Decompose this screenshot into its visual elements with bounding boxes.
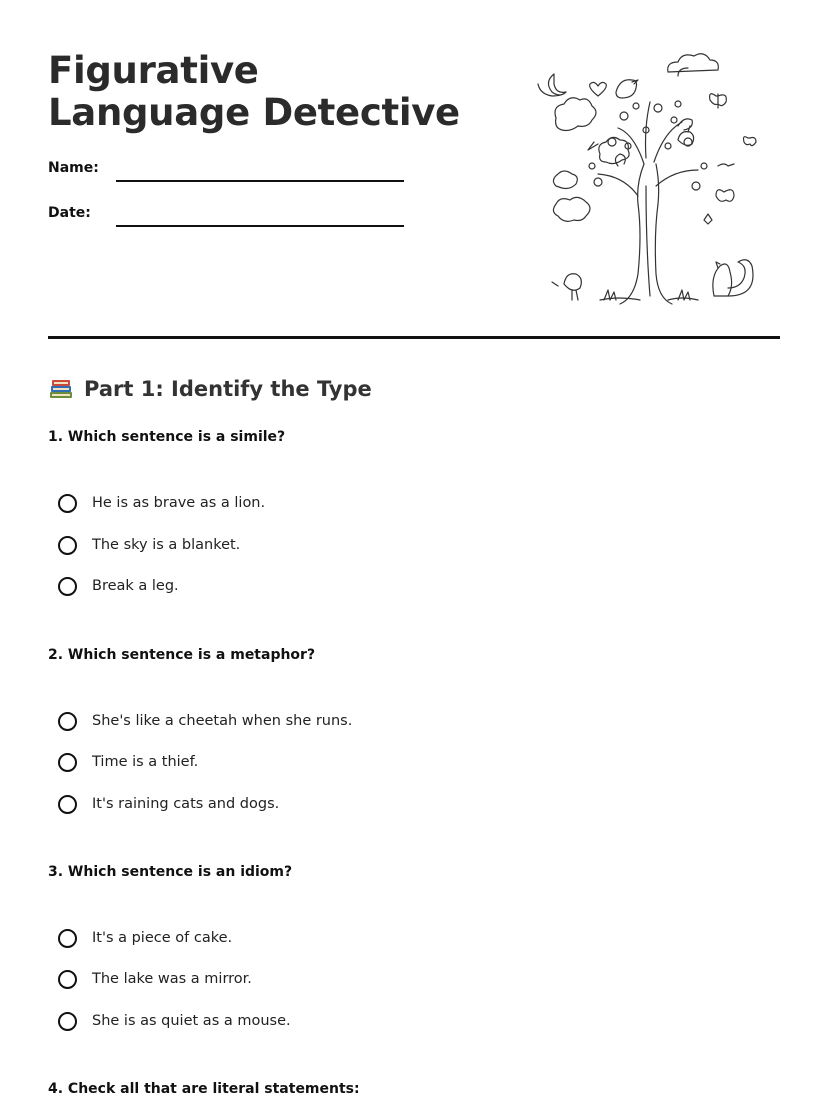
- date-label: Date:: [48, 205, 91, 221]
- question-2: 2. Which sentence is a metaphor?: [48, 647, 316, 663]
- name-field[interactable]: [116, 180, 404, 182]
- q3-option-1[interactable]: [58, 926, 232, 950]
- name-label: Name:: [48, 160, 99, 176]
- worksheet-title: Figurative Language Detective: [48, 49, 460, 134]
- radio-button[interactable]: [58, 929, 77, 948]
- q2-option-1[interactable]: [58, 709, 352, 733]
- option-label: Time is a thief.: [92, 754, 199, 770]
- q3-option-3[interactable]: [58, 1009, 291, 1033]
- option-label: Break a leg.: [92, 578, 179, 594]
- option-label: She's like a cheetah when she runs.: [92, 713, 353, 729]
- radio-button[interactable]: [58, 1012, 77, 1031]
- question-3: 3. Which sentence is an idiom?: [48, 864, 293, 880]
- q1-option-1[interactable]: [58, 491, 265, 515]
- option-label: She is as quiet as a mouse.: [92, 1013, 291, 1029]
- option-label: He is as brave as a lion.: [92, 495, 266, 511]
- option-label: It's a piece of cake.: [92, 930, 233, 946]
- q1-option-2[interactable]: [58, 533, 240, 557]
- part1-heading: [48, 372, 372, 406]
- radio-button[interactable]: [58, 753, 77, 772]
- tree-illustration: [528, 46, 774, 308]
- radio-button[interactable]: [58, 494, 77, 513]
- radio-button[interactable]: [58, 970, 77, 989]
- part1-title: Part 1: Identify the Type: [84, 377, 372, 401]
- section-divider: [48, 336, 780, 339]
- radio-button[interactable]: [58, 795, 77, 814]
- q1-option-3[interactable]: [58, 574, 179, 598]
- option-label: The sky is a blanket.: [92, 537, 241, 553]
- books-icon: [48, 376, 74, 402]
- radio-button[interactable]: [58, 712, 77, 731]
- option-label: It's raining cats and dogs.: [92, 796, 280, 812]
- question-1: 1. Which sentence is a simile?: [48, 429, 286, 445]
- radio-button[interactable]: [58, 577, 77, 596]
- date-field[interactable]: [116, 225, 404, 227]
- question-4: 4. Check all that are literal statements:: [48, 1081, 360, 1097]
- q3-option-2[interactable]: [58, 967, 252, 991]
- radio-button[interactable]: [58, 536, 77, 555]
- option-label: The lake was a mirror.: [92, 971, 252, 987]
- q2-option-3[interactable]: [58, 792, 279, 816]
- q2-option-2[interactable]: [58, 750, 198, 774]
